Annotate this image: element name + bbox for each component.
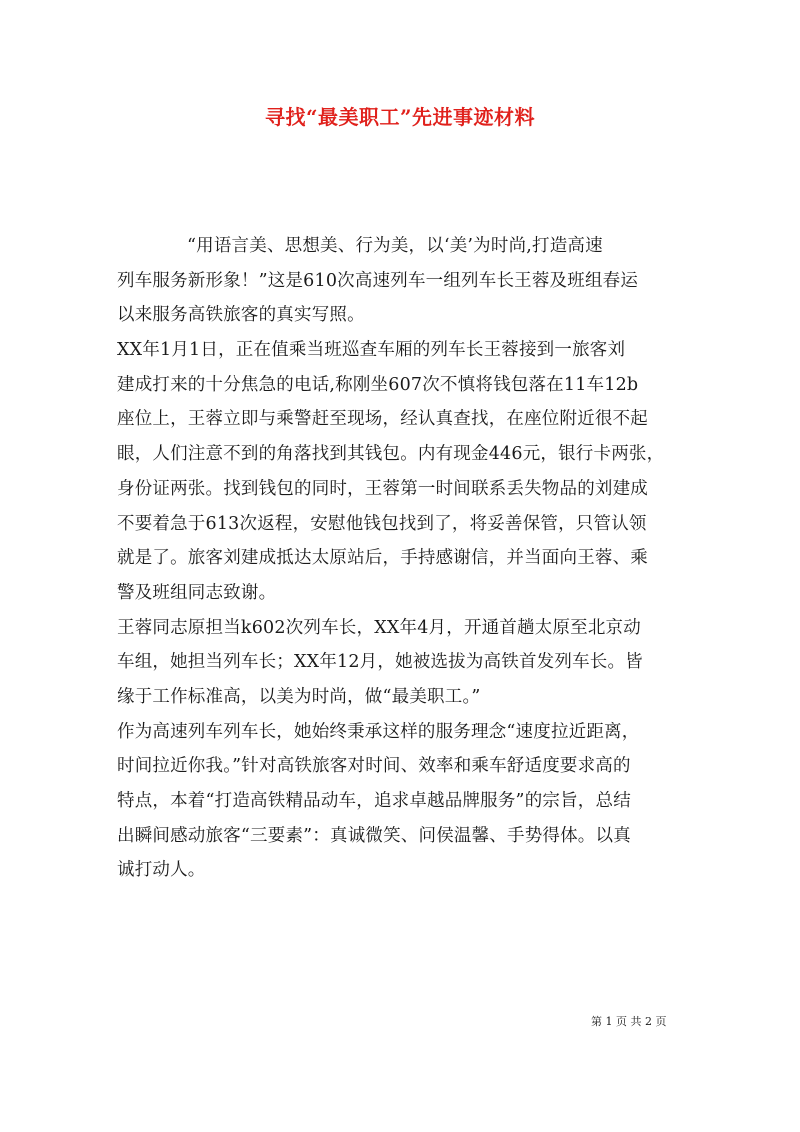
paragraph-line: 警及班组同志致谢。 [117,582,277,603]
paragraph-line: XX年1月1日，正在值乘当班巡查车厢的列车长王蓉接到一旅客刘 [117,340,626,361]
footer-suffix: 页 [655,1015,667,1028]
paragraph-line: 眼，人们注意不到的角落找到其钱包。内有现金446元，银行卡两张， [117,444,665,465]
footer-total-pages: 2 [645,1015,652,1028]
paragraph-line: 作为高速列车列车长，她始终秉承这样的服务理念“速度拉近距离， [117,721,640,742]
paragraph-line: 王蓉同志原担当k602次列车长，XX年4月，开通首趟太原至北京动 [117,617,641,638]
paragraph-line: 座位上，王蓉立即与乘警赶至现场，经认真查找，在座位附近很不起 [117,409,648,430]
paragraph-line: 身份证两张。找到钱包的同时，王蓉第一时间联系丢失物品的刘建成 [117,478,648,499]
page-number-footer [591,1015,667,1029]
document-body [117,229,691,888]
paragraph-line: 建成打来的十分焦急的电话,称刚坐607次不慎将钱包落在11车12b [117,374,639,395]
paragraph-line: 时间拉近你我。”针对高铁旅客对时间、效率和乘车舒适度要求高的 [117,756,631,777]
paragraph-line: 出瞬间感动旅客“三要素”：真诚微笑、问侯温馨、手势得体。以真 [117,825,631,846]
paragraph-line: 车组，她担当列车长；XX年12月，她被选拔为高铁首发列车长。皆 [117,652,643,673]
paragraph-line: 特点，本着“打造高铁精品动车，追求卓越品牌服务”的宗旨，总结 [117,791,631,811]
paragraph-line: 不要着急于613次返程，安慰他钱包找到了，将妥善保管，只管认领 [117,513,647,534]
paragraph-line: 缘于工作标准高，以美为时尚，做“最美职工。” [117,686,481,707]
footer-prefix: 第 [591,1015,602,1028]
paragraph-line: “用语言美、思想美、行为美，以‘美’为时尚,打造高速 [187,236,603,256]
paragraph-line: 列车服务新形象！”这是610次高速列车一组列车长王蓉及班组春运 [117,270,639,291]
paragraph-line: 以来服务高铁旅客的真实写照。 [117,305,365,326]
paragraph-line: 就是了。旅客刘建成抵达太原站后，手持感谢信，并当面向王蓉、乘 [117,548,648,569]
paragraph-line: 诚打动人。 [117,860,206,881]
document-title: 寻找“最美职工”先进事迹材料 [264,105,535,129]
footer-middle: 页 共 [616,1015,642,1028]
footer-current-page: 1 [605,1015,613,1028]
